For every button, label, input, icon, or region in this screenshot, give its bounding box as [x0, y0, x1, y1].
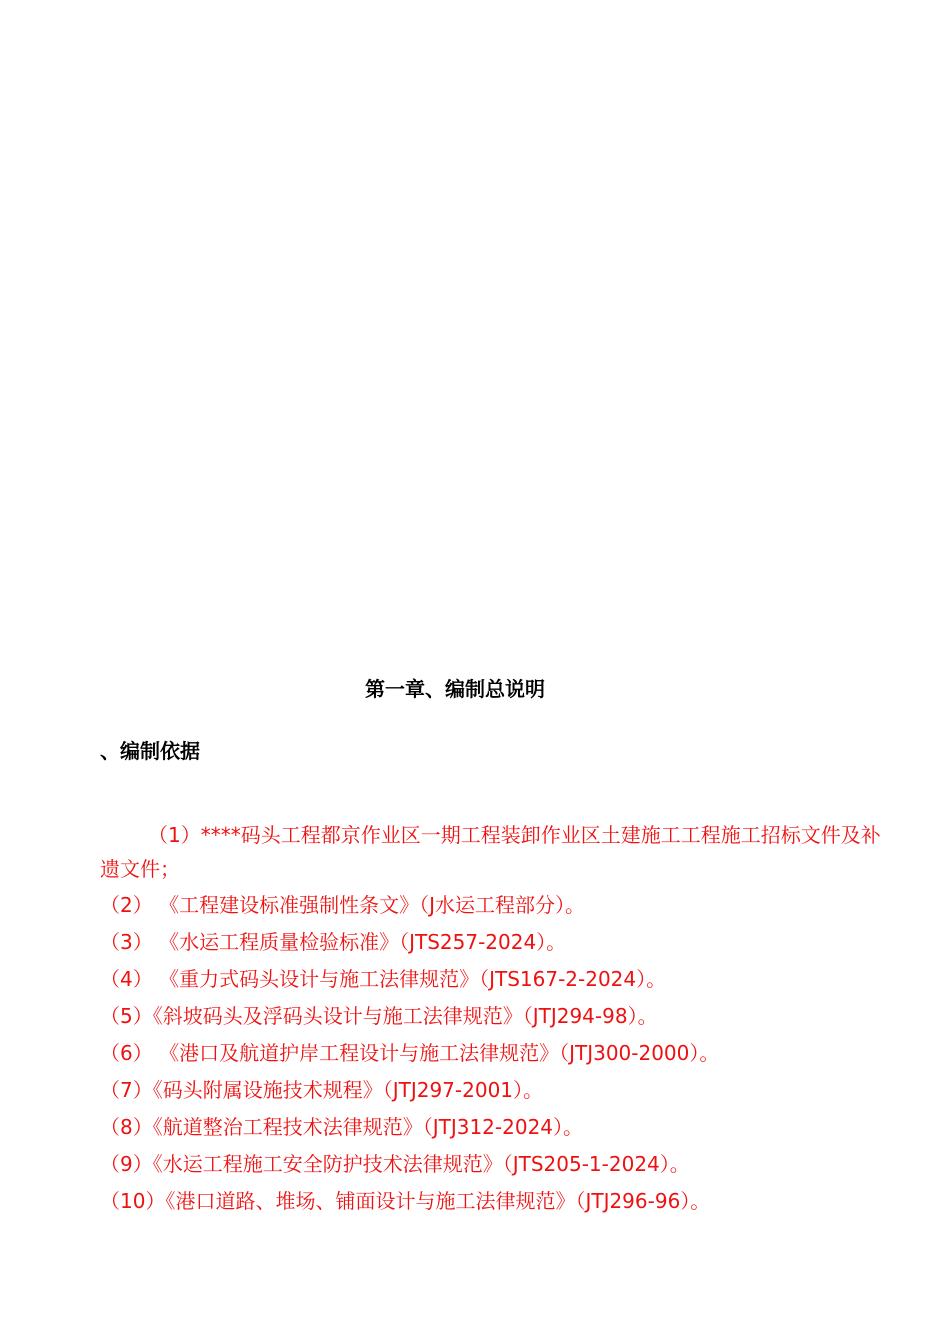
basis-item: （7）《码头附属设施技术规程》（JTJ297-2001）。	[100, 1078, 544, 1102]
basis-item: （10）《港口道路、堆场、铺面设计与施工法律规范》（JTJ296-96）。	[100, 1189, 711, 1213]
basis-item: （8）《航道整治工程技术法律规范》（JTJ312-2024）。	[100, 1115, 584, 1139]
basis-item: （6） 《港口及航道护岸工程设计与施工法律规范》（JTJ300-2000）。	[100, 1041, 720, 1065]
basis-list	[100, 818, 890, 1220]
basis-item: （1）****码头工程都京作业区一期工程装卸作业区土建施工工程施工招标文件及补遗文件；	[100, 823, 881, 881]
basis-item: （3） 《水运工程质量检验标准》（JTS257-2024）。	[100, 930, 567, 954]
chapter-title: 第一章、编制总说明	[365, 677, 545, 701]
basis-item: （5）《斜坡码头及浮码头设计与施工法律规范》（JTJ294-98）。	[100, 1004, 658, 1028]
basis-item: （9）《水运工程施工安全防护技术法律规范》（JTS205-1-2024）。	[100, 1152, 690, 1176]
basis-item: （2） 《工程建设标准强制性条文》（J水运工程部分）。	[100, 893, 585, 917]
section-heading: 、编制依据	[100, 739, 200, 763]
basis-item: （4） 《重力式码头设计与施工法律规范》（JTS167-2-2024）。	[100, 967, 667, 991]
